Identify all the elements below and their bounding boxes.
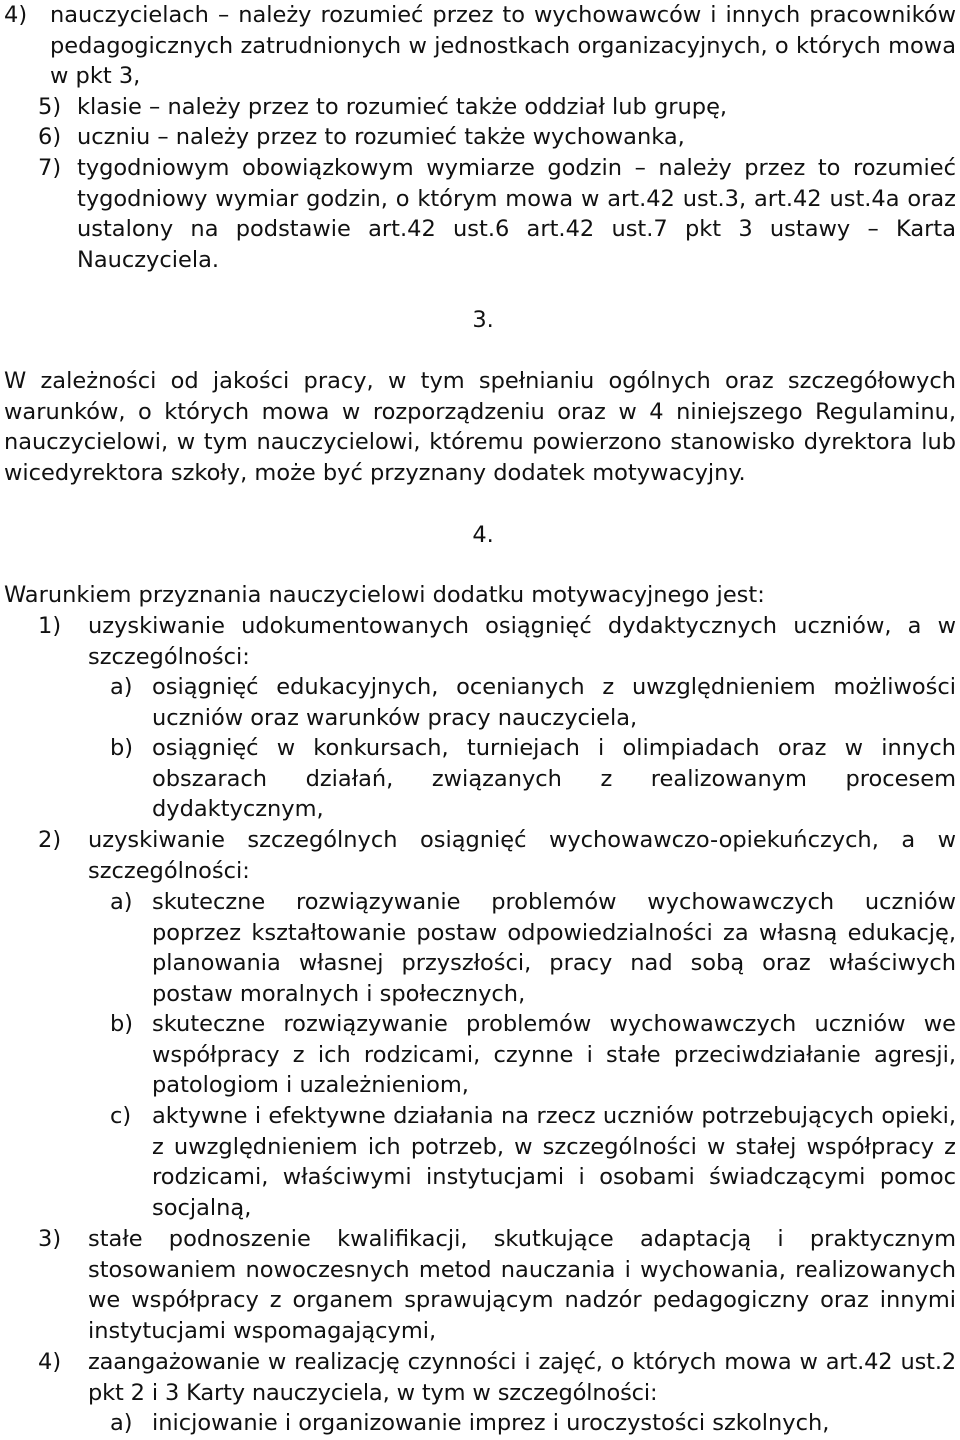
sub-list-number: a) <box>110 674 133 700</box>
section-intro: Warunkiem przyznania nauczycielowi dodatku motywacyjnego jest: <box>4 582 765 608</box>
section-heading: 3. <box>458 305 494 336</box>
sub-list-item-text: osiągnięć edukacyjnych, ocenianych z uwzględnieniem możliwości uczniów oraz warunków pracy nauczyciela, <box>152 674 956 731</box>
list-item-text: uzyskiwanie udokumentowanych osiągnięć dydaktycznych uczniów, a w szczególności: <box>88 613 956 670</box>
section-heading: 4. <box>458 520 494 551</box>
list-number: 5) <box>38 94 62 120</box>
sub-list-item-text: inicjowanie i organizowanie imprez i uroczystości szkolnych, <box>152 1410 830 1436</box>
list-item-text: nauczycielach – należy rozumieć przez to wychowawców i innych pracowników pedagogicznych zatrudnionych w jednostkach organizacyjnych, o których mowa w pkt 3, <box>50 2 956 90</box>
list-item-text: uczniu – należy przez to rozumieć także wychowanka, <box>77 124 685 150</box>
sub-list-item-text: skuteczne rozwiązywanie problemów wychowawczych uczniów poprzez kształtowanie postaw odpowiedzialności za własną edukację, planowania własnej przyszłości, pracy nad sobą oraz właściwych postaw moralnych i społecznych, <box>152 889 956 1007</box>
sub-list-number: c) <box>110 1103 132 1129</box>
list-item-text: klasie – należy przez to rozumieć także oddział lub grupę, <box>77 94 728 120</box>
list-item-text: stałe podnoszenie kwalifikacji, skutkujące adaptacją i praktycznym stosowaniem nowoczesnych metod nauczania i wychowania, realizowanych we współpracy z organem sprawującym nadzór pedagogiczny oraz innymi instytucjami wspomagającymi, <box>88 1226 956 1344</box>
list-number: 4) <box>4 2 28 28</box>
list-item-text: uzyskiwanie szczególnych osiągnięć wychowawczo-opiekuńczych, a w szczególności: <box>88 827 956 884</box>
list-number: 6) <box>38 124 62 150</box>
sub-list-number: a) <box>110 1410 133 1436</box>
section-paragraph: W zależności od jakości pracy, w tym spełnianiu ogólnych oraz szczegółowych warunków, o których mowa w rozporządzeniu oraz w 4 niniejszego Regulaminu, nauczycielowi, w tym nauczycielowi, któremu powierzono stanowisko dyrektora lub wicedyrektora szkoły, może być przyznany dodatek motywacyjny. <box>4 368 956 486</box>
list-number: 2) <box>38 827 62 853</box>
sub-list-number: a) <box>110 889 133 915</box>
sub-list-number: b) <box>110 735 134 761</box>
list-number: 3) <box>38 1226 62 1252</box>
sub-list-item-text: skuteczne rozwiązywanie problemów wychowawczych uczniów we współpracy z ich rodzicami, czynne i stałe przeciwdziałanie agresji, patologiom i uzależnieniom, <box>152 1011 956 1099</box>
sub-list-item-text: aktywne i efektywne działania na rzecz uczniów potrzebujących opieki, z uwzględnieniem ich potrzeb, w szczególności w stałej współpracy z rodzicami, właściwymi instytucjami i osobami świadczącymi pomoc socjalną, <box>152 1103 956 1221</box>
section-sign <box>458 522 465 548</box>
list-item-text: zaangażowanie w realizację czynności i zajęć, o których mowa w art.42 ust.2 pkt 2 i 3 Karty nauczyciela, w tym w szczególności: <box>88 1349 956 1406</box>
list-number: 1) <box>38 613 62 639</box>
section-sign <box>458 307 465 333</box>
sub-list-number: b) <box>110 1011 134 1037</box>
list-number: 7) <box>38 155 62 181</box>
sub-list-item-text: osiągnięć w konkursach, turniejach i olimpiadach oraz w innych obszarach działań, związanych z realizowanym procesem dydaktycznym, <box>152 735 956 823</box>
list-item-text: tygodniowym obowiązkowym wymiarze godzin – należy przez to rozumieć tygodniowy wymiar godzin, o którym mowa w art.42 ust.3, art.42 ust.4a oraz ustalony na podstawie art.42 ust.6 art.42 ust.7 pkt 3 ustawy – Karta Nauczyciela. <box>77 155 956 273</box>
list-number: 4) <box>38 1349 62 1375</box>
